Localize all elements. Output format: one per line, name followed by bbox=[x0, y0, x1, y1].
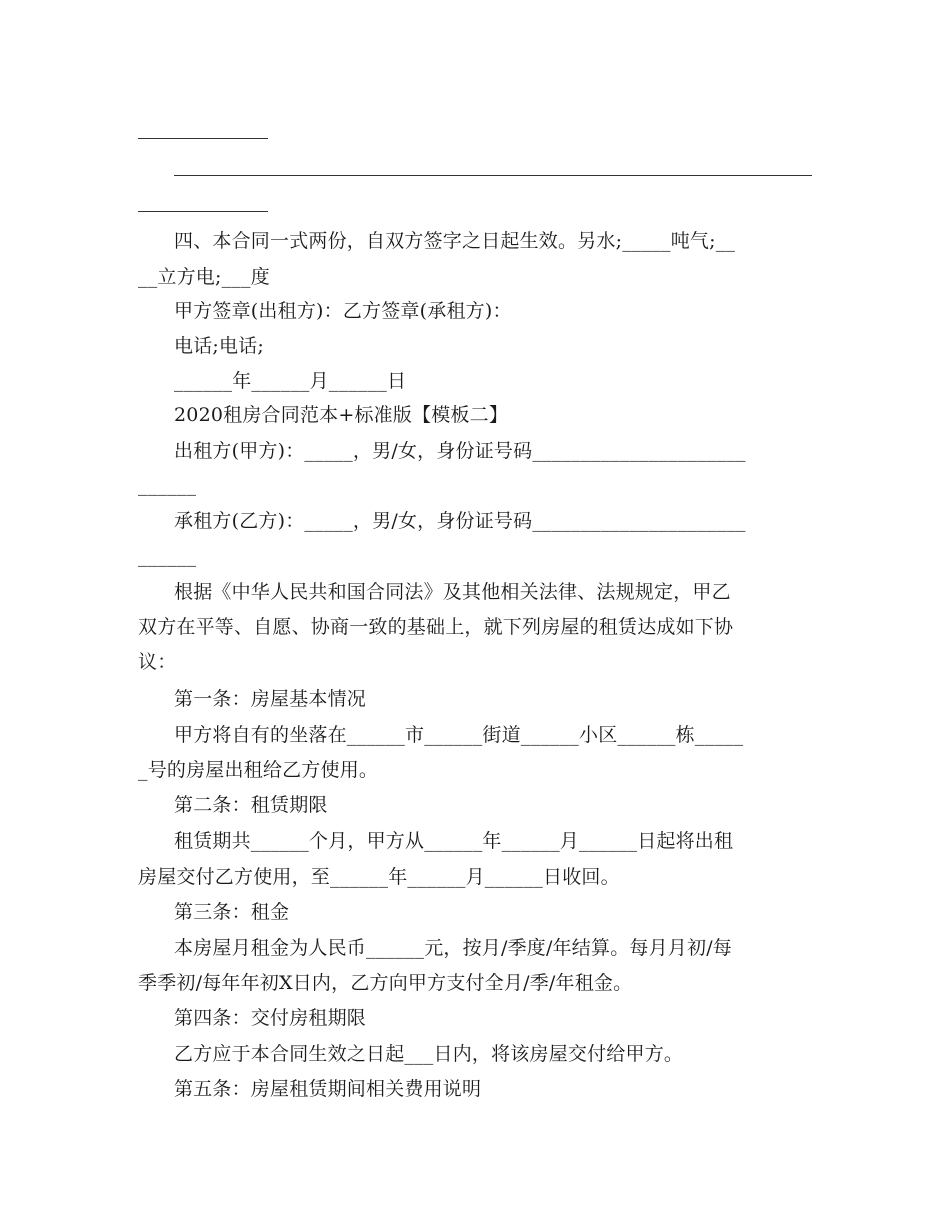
article-2-heading: 第二条：租赁期限 bbox=[174, 794, 328, 816]
clause-4-text: 四、本合同一式两份，自双方签字之日起生效。另水;_____吨气;__ bbox=[174, 230, 736, 252]
lessee-line-cont: ______ bbox=[138, 545, 197, 567]
blank-rule-2 bbox=[174, 175, 812, 176]
blank-rule-3 bbox=[138, 211, 268, 212]
preamble-line-3: 议： bbox=[138, 651, 177, 673]
article-1-text: 甲方将自有的坐落在______市______街道______小区______栋_____ bbox=[174, 724, 744, 746]
signature-line: 甲方签章(出租方)：乙方签章(承租方)： bbox=[174, 300, 512, 322]
article-2-text-cont: 房屋交付乙方使用，至______年______月______日收回。 bbox=[138, 866, 620, 888]
article-1-heading: 第一条：房屋基本情况 bbox=[174, 688, 367, 710]
article-3-text: 本房屋月租金为人民币______元，按月/季度/年结算。每月月初/每 bbox=[174, 937, 733, 959]
clause-4-text-cont: __立方电;___度 bbox=[138, 266, 270, 288]
lessor-line: 出租方(甲方)：_____，男/女，身份证号码______________________ bbox=[174, 440, 746, 462]
blank-rule-1 bbox=[138, 138, 268, 139]
article-3-text-cont: 季季初/每年年初X日内，乙方向甲方支付全月/季/年租金。 bbox=[138, 972, 633, 994]
article-5-heading: 第五条：房屋租赁期间相关费用说明 bbox=[174, 1078, 482, 1100]
preamble-line-2: 双方在平等、自愿、协商一致的基础上，就下列房屋的租赁达成如下协 bbox=[138, 616, 734, 638]
lessee-line: 承租方(乙方)：_____，男/女，身份证号码______________________ bbox=[174, 510, 746, 532]
article-4-heading: 第四条：交付房租期限 bbox=[174, 1007, 367, 1029]
article-4-text: 乙方应于本合同生效之日起___日内，将该房屋交付给甲方。 bbox=[174, 1043, 684, 1065]
article-1-text-cont: _号的房屋出租给乙方使用。 bbox=[138, 759, 379, 781]
date-line: ______年______月______日 bbox=[174, 370, 407, 392]
article-2-text: 租赁期共______个月，甲方从______年______月______日起将出租 bbox=[174, 830, 734, 852]
lessor-line-cont: ______ bbox=[138, 474, 197, 496]
template-title: 2020租房合同范本+标准版【模板二】 bbox=[174, 404, 509, 426]
preamble-line-1: 根据《中华人民共和国合同法》及其他相关法律、法规规定，甲乙 bbox=[174, 581, 731, 603]
phone-line: 电话;电话; bbox=[174, 335, 265, 357]
article-3-heading: 第三条：租金 bbox=[174, 901, 290, 923]
